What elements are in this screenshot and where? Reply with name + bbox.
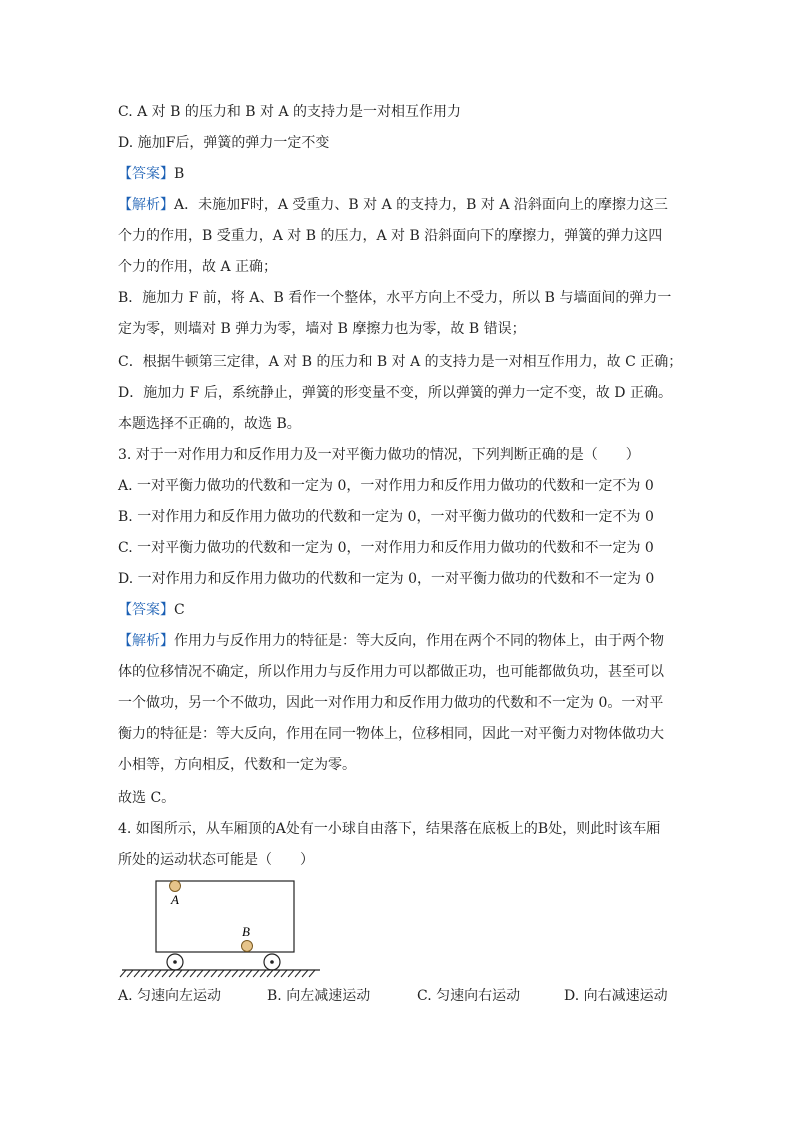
hatch-stroke (176, 970, 182, 977)
hatch-stroke (218, 970, 224, 977)
q2-answer (118, 164, 184, 184)
hatch-stroke (274, 970, 280, 977)
q3-conclusion: 故选 C。 (118, 790, 176, 806)
hatch-stroke (309, 970, 315, 977)
q3-option-b: B. 一对作用力和反作用力做功的代数和一定为 0，一对平衡力做功的代数和一定不为 0 (118, 509, 654, 525)
q4-option-b: B. 向左减速运动 (267, 988, 371, 1004)
q3-option-c: C. 一对平衡力做功的代数和一定为 0，一对作用力和反作用力做功的代数和不一定为 0 (118, 540, 654, 556)
hatch-stroke (190, 970, 196, 977)
q3-answer (118, 600, 185, 620)
ground-hatching (120, 970, 315, 977)
answer-value: C (174, 602, 185, 618)
right-wheel-axle (270, 960, 274, 964)
hatch-stroke (134, 970, 140, 977)
hatch-stroke (246, 970, 252, 977)
q4-options (118, 985, 678, 1007)
answer-tag: 【答案】 (118, 166, 174, 182)
label-b: B (242, 924, 250, 939)
hatch-stroke (232, 970, 238, 977)
q3-option-d: D. 一对作用力和反作用力做功的代数和一定为 0，一对平衡力做功的代数和不一定为 0 (118, 571, 655, 587)
hatch-stroke (260, 970, 266, 977)
q4-option-c: C. 匀速向右运动 (417, 988, 521, 1004)
hatch-stroke (239, 970, 245, 977)
hatch-stroke (253, 970, 259, 977)
q3-stem: 3. 对于一对作用力和反作用力及一对平衡力做功的情况，下列判断正确的是（ ） (118, 447, 640, 463)
ball-b (242, 941, 253, 952)
hatch-stroke (267, 970, 273, 977)
ball-a (170, 881, 181, 892)
hatch-stroke (225, 970, 231, 977)
label-a: A (171, 892, 179, 907)
q4-option-a: A. 匀速向左运动 (118, 988, 222, 1004)
q3-option-a: A. 一对平衡力做功的代数和一定为 0，一对作用力和反作用力做功的代数和一定不为 0 (118, 478, 654, 494)
analysis-text: A．未施加F时，A 受重力、B 对 A 的支持力，B 对 A 沿斜面向上的摩擦力这三个力的作用，B 受重力，A 对 B 的压力，A 对 B 沿斜面向下的摩擦力，弹簧的弹力这四个力的作用，故 A 正确； (118, 197, 668, 275)
q2-conclusion: 本题选择不正确的，故选 B。 (118, 416, 301, 432)
hatch-stroke (295, 970, 301, 977)
q3-analysis (118, 626, 673, 781)
q2-analysis-b: B．施加力 F 前，将 A、B 看作一个整体，水平方向上不受力，所以 B 与墙面间的弹力一定为零，则墙对 B 弹力为零，墙对 B 摩擦力也为零，故 B 错误； (118, 290, 672, 337)
hatch-stroke (281, 970, 287, 977)
analysis-text: 作用力与反作用力的特征是：等大反向，作用在两个不同的物体上，由于两个物体的位移情况不确定，所以作用力与反作用力可以都做正功，也可能都做负功，甚至可以一个做功，另一个不做功，因此一对作用力和反作用力做功的代数和不一定为 0。一对平衡力的特征是：等大反向，作用在同一物体上，位移相同，因此一对平衡力对物体做功大小相等，方向相反，代数和一定为零。 (118, 633, 664, 773)
q2-analysis-c: C．根据牛顿第三定律，A 对 B 的压力和 B 对 A 的支持力是一对相互作用力，故 C 正确； (118, 354, 683, 370)
analysis-tag: 【解析】 (118, 197, 174, 213)
hatch-stroke (169, 970, 175, 977)
hatch-stroke (183, 970, 189, 977)
q4-figure-train-car (118, 873, 328, 979)
hatch-stroke (162, 970, 168, 977)
hatch-stroke (127, 970, 133, 977)
answer-tag: 【答案】 (118, 602, 174, 618)
q2-analysis-d: D．施加力 F 后，系统静止，弹簧的形变量不变，所以弹簧的弹力一定不变，故 D 正确。 (118, 385, 672, 401)
q4-option-d: D. 向右减速运动 (564, 988, 668, 1004)
hatch-stroke (302, 970, 308, 977)
q4-stem: 4. 如图所示，从车厢顶的A处有一小球自由落下，结果落在底板上的B处，则此时该车厢所处的运动状态可能是（ ） (118, 821, 661, 868)
q2-option-d: D. 施加F后，弹簧的弹力一定不变 (118, 135, 330, 151)
q2-option-c: C. A 对 B 的压力和 B 对 A 的支持力是一对相互作用力 (118, 104, 462, 120)
hatch-stroke (141, 970, 147, 977)
q2-analysis-a (118, 190, 673, 283)
hatch-stroke (288, 970, 294, 977)
hatch-stroke (148, 970, 154, 977)
hatch-stroke (120, 970, 126, 977)
analysis-tag: 【解析】 (118, 633, 174, 649)
left-wheel-axle (173, 960, 177, 964)
hatch-stroke (197, 970, 203, 977)
hatch-stroke (155, 970, 161, 977)
hatch-stroke (211, 970, 217, 977)
answer-value: B (174, 166, 185, 182)
hatch-stroke (204, 970, 210, 977)
